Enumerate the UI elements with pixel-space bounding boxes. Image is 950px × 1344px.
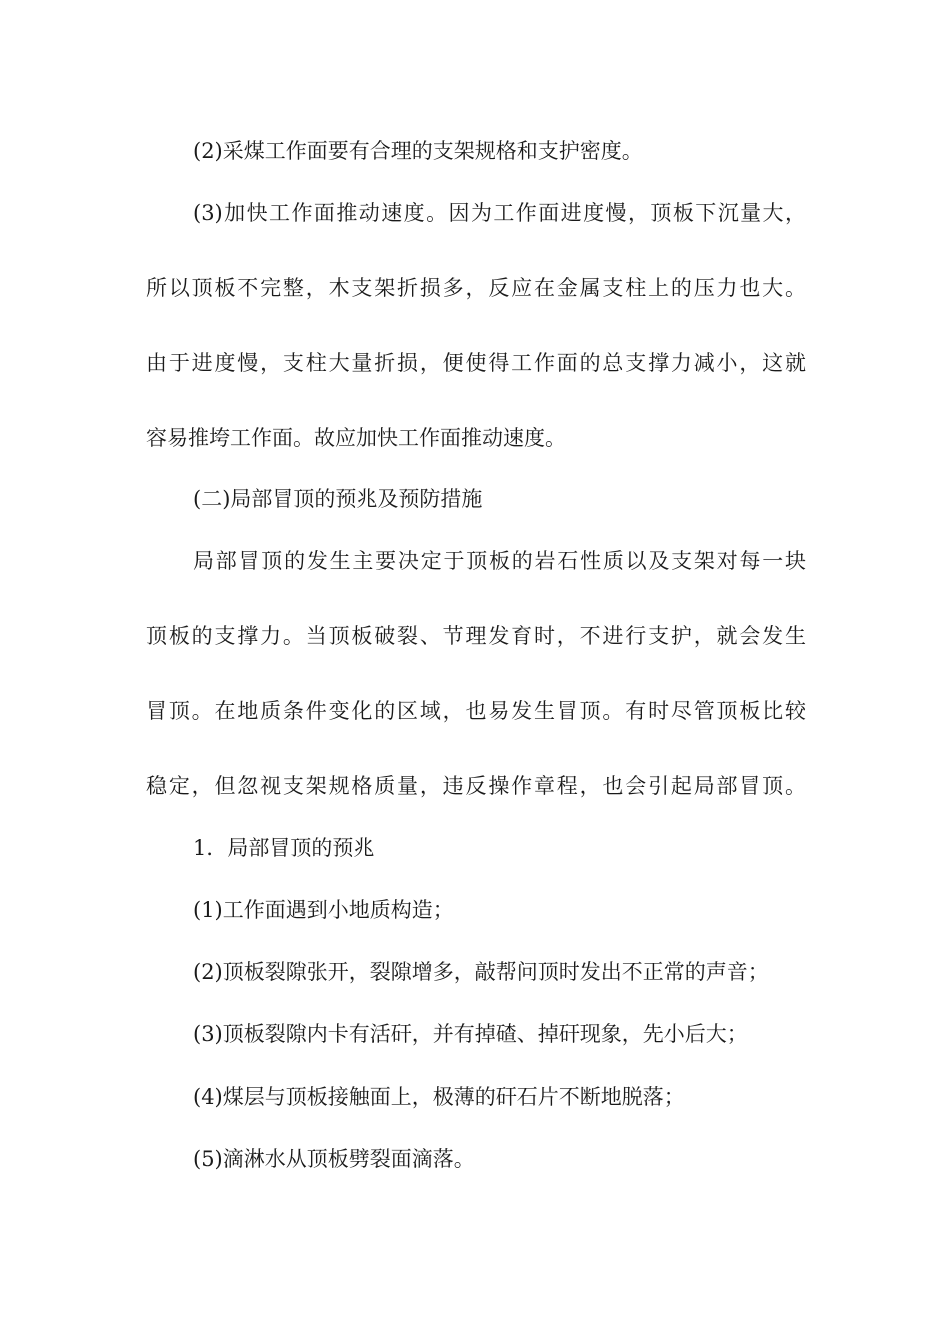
text-line: 所以顶板不完整，木支架折损多，反应在金属支柱上的压力也大。 bbox=[146, 276, 806, 300]
text-line: (2)采煤工作面要有合理的支架规格和支护密度。 bbox=[193, 139, 643, 163]
section-heading: (二)局部冒顶的预兆及预防措施 bbox=[193, 487, 483, 511]
list-item: (4)煤层与顶板接触面上，极薄的矸石片不断地脱落； bbox=[193, 1085, 685, 1109]
text-line: 局部冒顶的发生主要决定于顶板的岩石性质以及支架对每一块 bbox=[193, 549, 806, 573]
subsection-heading: 1．局部冒顶的预兆 bbox=[193, 836, 375, 860]
text-line: 顶板的支撑力。当顶板破裂、节理发育时，不进行支护，就会发生 bbox=[146, 624, 806, 648]
text-line: 稳定，但忽视支架规格质量，违反操作章程，也会引起局部冒顶。 bbox=[146, 774, 806, 798]
text-line: 容易推垮工作面。故应加快工作面推动速度。 bbox=[146, 426, 566, 450]
list-item: (3)顶板裂隙内卡有活矸，并有掉碴、掉矸现象，先小后大； bbox=[193, 1022, 748, 1046]
text-line: 由于进度慢，支柱大量折损，便使得工作面的总支撑力减小，这就 bbox=[146, 351, 806, 375]
text-line: 冒顶。在地质条件变化的区域，也易发生冒顶。有时尽管顶板比较 bbox=[146, 699, 806, 723]
list-item: (1)工作面遇到小地质构造； bbox=[193, 898, 454, 922]
list-item: (2)顶板裂隙张开，裂隙增多，敲帮问顶时发出不正常的声音； bbox=[193, 960, 769, 984]
text-line: (3)加快工作面推动速度。因为工作面进度慢，顶板下沉量大， bbox=[193, 201, 806, 225]
list-item: (5)滴淋水从顶板劈裂面滴落。 bbox=[193, 1147, 475, 1171]
